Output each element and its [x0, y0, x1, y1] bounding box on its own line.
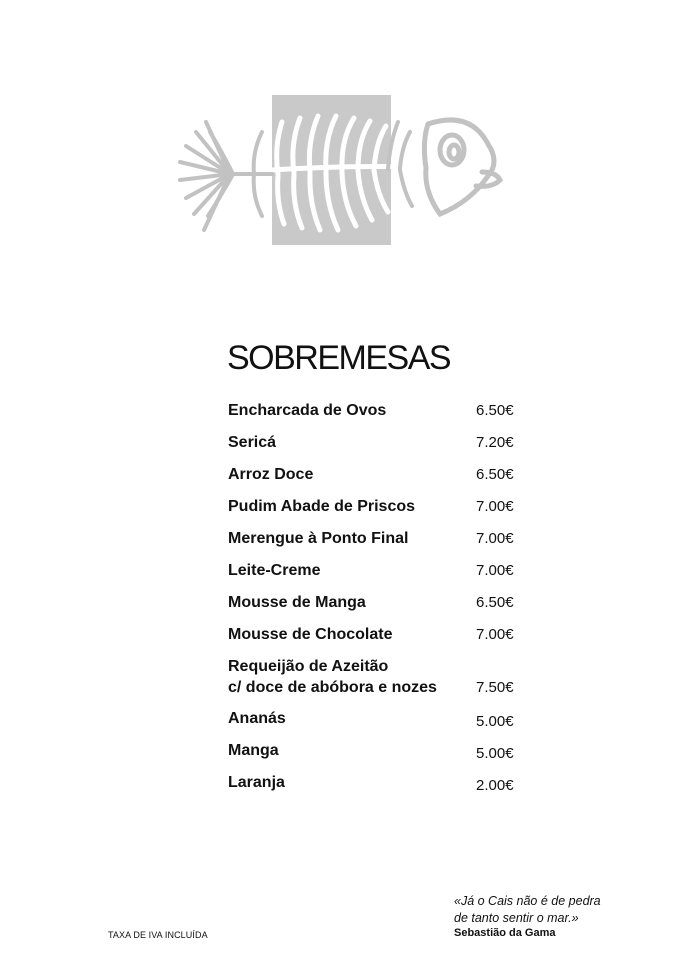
menu-item-price: 7.00€: [476, 498, 514, 515]
menu-item-name: Pudim Abade de Priscos: [228, 498, 416, 515]
menu-item: [228, 656, 538, 708]
menu-item: [228, 592, 538, 624]
menu-item-price: 6.50€: [476, 466, 514, 483]
menu-item-name: Mousse de Chocolate: [228, 626, 393, 643]
menu-item-price: 7.00€: [476, 530, 514, 547]
menu-item: [228, 772, 538, 804]
menu-item: [228, 708, 538, 740]
menu-item: [228, 560, 538, 592]
tax-note: TAXA DE IVA INCLUÍDA: [108, 930, 208, 940]
menu-item-name: Ananás: [228, 710, 286, 727]
dessert-menu-list: [228, 400, 538, 804]
menu-item: [228, 528, 538, 560]
menu-item-name: Arroz Doce: [228, 466, 314, 483]
menu-item-price: 5.00€: [476, 745, 514, 762]
poem-quote: [454, 893, 601, 927]
menu-item-name: Laranja: [228, 774, 285, 791]
menu-item-name: Manga: [228, 742, 279, 759]
menu-item-price: 2.00€: [476, 777, 514, 794]
menu-item-price: 7.00€: [476, 626, 514, 643]
quote-line-1: «Já o Cais não é de pedra: [454, 894, 601, 908]
page-title: SOBREMESAS: [227, 339, 451, 377]
fish-skeleton-icon: [170, 92, 510, 248]
menu-item: [228, 740, 538, 772]
menu-item-price: 6.50€: [476, 402, 514, 419]
menu-item-price: 7.20€: [476, 434, 514, 451]
menu-item-price: 7.00€: [476, 562, 514, 579]
menu-item: [228, 624, 538, 656]
menu-item-name: Requeijão de Azeitão: [228, 658, 389, 675]
menu-item-name-line2: c/ doce de abóbora e nozes: [228, 679, 437, 696]
quote-author: Sebastião da Gama: [454, 927, 556, 939]
menu-item-name: Merengue à Ponto Final: [228, 530, 409, 547]
menu-item-name: Sericá: [228, 434, 277, 451]
menu-item: [228, 432, 538, 464]
menu-item: [228, 400, 538, 432]
menu-item-name: Leite-Creme: [228, 562, 321, 579]
menu-item: [228, 464, 538, 496]
quote-line-2: de tanto sentir o mar.»: [454, 911, 579, 925]
menu-item-price: 6.50€: [476, 594, 514, 611]
menu-item-price: 7.50€: [476, 679, 514, 696]
menu-item-name: Mousse de Manga: [228, 594, 366, 611]
menu-item: [228, 496, 538, 528]
menu-item-name: Encharcada de Ovos: [228, 402, 387, 419]
menu-item-price: 5.00€: [476, 713, 514, 730]
